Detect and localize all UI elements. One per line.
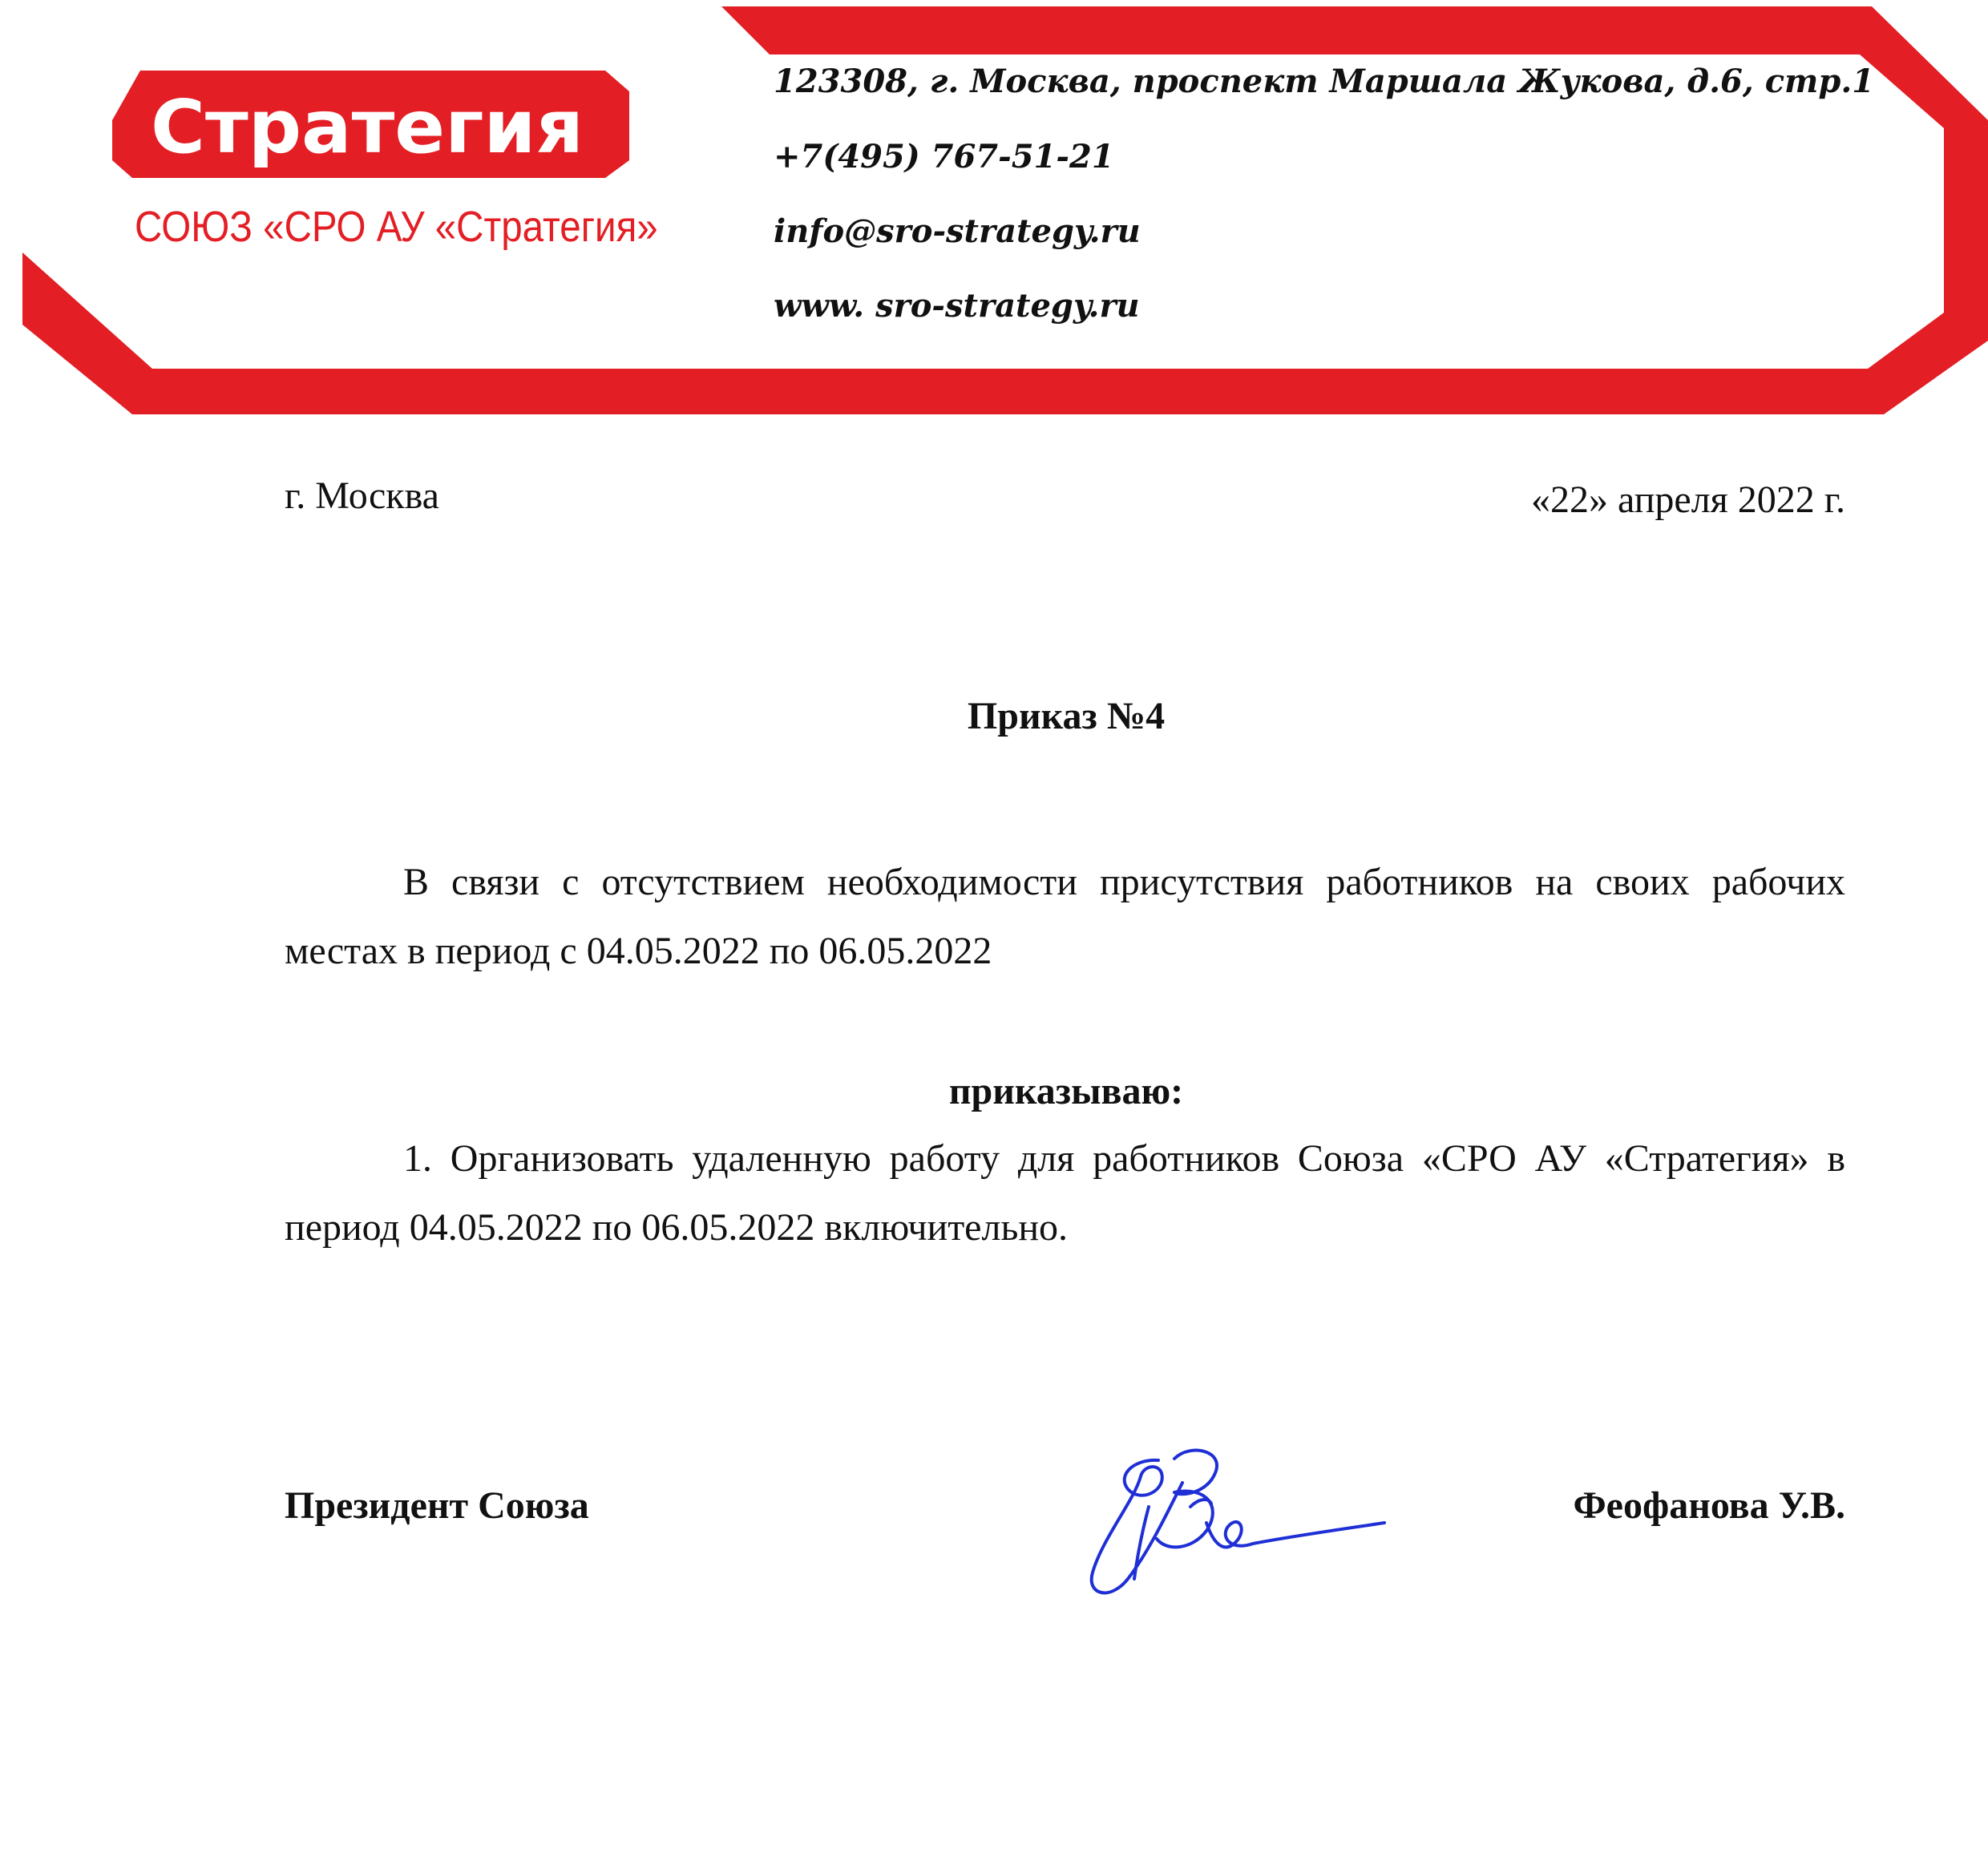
- document-date: «22» апреля 2022 г.: [1531, 478, 1845, 521]
- signatory-name: Феофанова У.В.: [1573, 1484, 1845, 1527]
- document-title: Приказ №4: [967, 695, 1166, 737]
- company-logo: [0, 0, 641, 192]
- document-preamble: В связи с отсутствием необходимости присутствия работников на своих рабочих местах в период с 04.05.2022 по 06.05.2022: [285, 861, 1845, 972]
- document-city: г. Москва: [285, 474, 439, 517]
- logo-subtitle: СОЮЗ «СРО АУ «Стратегия»: [135, 203, 658, 251]
- order-directive: приказываю:: [948, 1070, 1184, 1112]
- logo-wordmark-text: Стратегия: [151, 84, 584, 170]
- order-item-1: 1. Организовать удаленную работу для работников Союза «СРО АУ «Стратегия» в период 04.05.2022 по 06.05.2022 включительно.: [285, 1137, 1845, 1249]
- company-address: 123308, г. Москва, проспект Маршала Жукова, д.6, стр.1: [774, 63, 1875, 100]
- signatory-position: Президент Союза: [285, 1484, 589, 1527]
- company-email: info@sro-strategy.ru: [774, 212, 1141, 250]
- company-website: www. sro-strategy.ru: [774, 287, 1140, 325]
- handwritten-signature: [1054, 1387, 1415, 1659]
- company-phone: +7(495) 767-51-21: [774, 138, 1114, 176]
